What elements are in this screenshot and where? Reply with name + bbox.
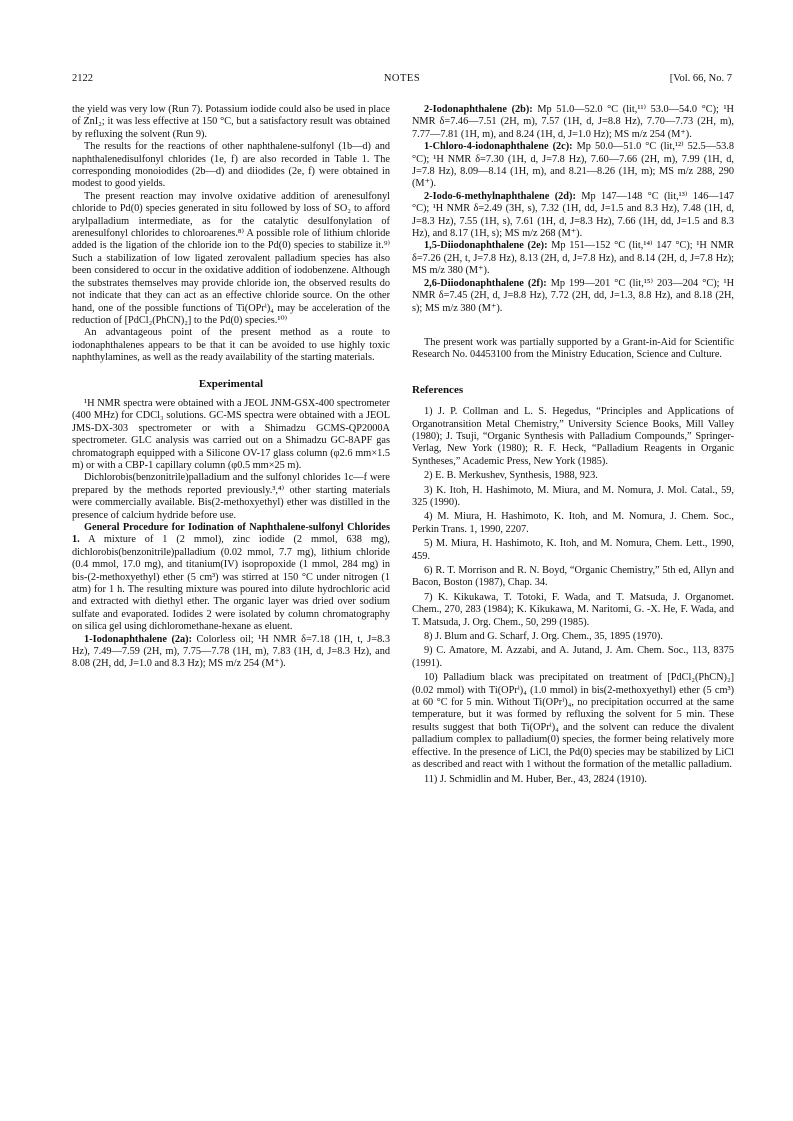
compound-2c-name: 1-Chloro-4-iodonaphthalene (2c): (424, 141, 573, 153)
paragraph-mechanism: The present reaction may involve oxidative addition of arenesulfonyl chloride to Pd(0) species generated in situ followed by loss of SO₂ to afford arylpalladium intermediate, as for the catalytic desulfonylation of arenesulfonyl chlorides to chloroarenes.⁸⁾ A possible role of lithium chloride added is the ligation of the chloride ion to the Pd(0) species to stabilize it.⁹⁾ Such a stabilization of low ligated zerovalent palladium species has also been considered to occur in the oxidative addition of iodobenzene. Although the substrates themselves may provide chloride ion, the observed results do not indicate that they can act as an effective chloride source. On the other hand, one of the possible functions of Ti(OPrⁱ)₄ may be acceleration of the reduction of [PdCl₂(PhCN)₂] to the Pd(0) species.¹⁰⁾ (72, 190, 390, 326)
compound-2b-name: 2-Iodonaphthalene (2b): (424, 104, 533, 115)
compound-2e (412, 240, 734, 277)
page-number: 2122 (72, 73, 93, 84)
compound-2b (412, 104, 734, 141)
compound-2f (412, 278, 734, 315)
acknowledgment: The present work was partially supported by a Grant-in-Aid for Scientific Research No. 04453100 from the Ministry Education, Science and Culture. (412, 336, 734, 361)
compound-2d-data: Mp 147—148 °C (lit,¹³⁾ 146—147 °C); ¹H NMR δ=2.49 (3H, s), 7.32 (1H, dd, J=1.5 and 8.3 Hz), 7.48 (1H, d, J=8.3 Hz), 7.55 (1H, s), 7.61 (1H, d, J=8.3 Hz), 7.66 (1H, dd, J=1.5 and 8.3 Hz), and 8.17 (1H, s); MS m/z 268 (M⁺). (412, 190, 734, 240)
running-header (72, 73, 732, 87)
paragraph-advantage: An advantageous point of the present method as a route to iodonaphthalenes appears to be that it can be avoided to use highly toxic naphthylamines, as well as the ready availability of the starting materials. (72, 327, 390, 364)
reference-item: 1) J. P. Collman and L. S. Hegedus, “Principles and Applications of Organotransition Metal Chemistry,” University Science Books, Mill Valley (1980); J. Tsuji, “Organic Synthesis with Palladium Compounds,” Springer-Verlag, New York (1980); R. F. Heck, “Palladium Reagents in Organic Syntheses,” Academic Press, New York (1985). (412, 406, 734, 467)
compound-2f-data: Mp 199—201 °C (lit,¹⁵⁾ 203—204 °C); ¹H NMR δ=7.45 (2H, d, J=8.8 Hz), 7.72 (2H, dd, J=1.3, 8.8 Hz), and 8.18 (2H, s); MS m/z 380 (M⁺). (412, 277, 735, 314)
reference-list (412, 406, 734, 786)
paragraph-continuation: the yield was very low (Run 7). Potassium iodide could also be used in place of ZnI₂; it was less effective at 150 °C, but a satisfactory result was obtained by refluxing the solvent (Run 9). (72, 104, 390, 140)
reference-item: 5) M. Miura, H. Hashimoto, K. Itoh, and M. Nomura, Chem. Lett., 1990, 459. (412, 538, 734, 562)
left-column (72, 104, 390, 671)
compound-2a-data: Colorless oil; ¹H NMR δ=7.18 (1H, t, J=8.3 Hz), 7.49—7.59 (2H, m), 7.75—7.78 (1H, m), 7.83 (1H, d, J=8.3 Hz), and 8.08 (2H, dd, J=1.0 and 8.3 Hz); MS m/z 254 (M⁺). (72, 633, 390, 670)
compound-2c-data: Mp 50.0—51.0 °C (lit,¹²⁾ 52.5—53.8 °C); ¹H NMR δ=7.30 (1H, d, J=7.8 Hz), 7.60—7.66 (2H, m), 7.99 (1H, d, J=7.8 Hz), 8.09—8.14 (1H, m), and 8.21—8.26 (1H, m); MS m/z 288, 290 (M⁺). (412, 141, 734, 190)
general-procedure-body: A mixture of 1 (2 mmol), zinc iodide (2 mmol, 638 mg), dichlorobis(benzonitrile)palladium (0.02 mmol, 7.7 mg), lithium chloride (0.4 mmol, 17.0 mg), and titanium(IV) isopropoxide (1 mmol, 284 mg) in bis-(2-methoxyethyl) ether (5 cm³) was stirred at 150 °C under nitrogen (1 atm) for 1 h. The resulting mixture was poured into dilute hydrochloric acid and extracted with diethyl ether. The organic layer was dried over sodium sulfate and evaporated. Iodides 2 were isolated by column chromatography on silica gel using dichloromethane-hexane as eluent. (72, 534, 390, 633)
reference-item: 6) R. T. Morrison and R. N. Boyd, “Organic Chemistry,” 5th ed, Allyn and Bacon, Boston (1987), Chap. 34. (412, 565, 734, 589)
paragraph-results: The results for the reactions of other naphthalene-sulfonyl (1b—d) and naphthalenedisulfonyl chlorides (1e, f) are also recorded in Table 1. The corresponding monoiodides (2b—d) and diiodides (2e, f) were obtained in modest to good yields. (72, 141, 390, 190)
reference-item: 8) J. Blum and G. Scharf, J. Org. Chem., 35, 1895 (1970). (424, 631, 663, 643)
compound-2a-name: 1-Iodonaphthalene (2a): (84, 633, 193, 645)
compound-2e-data: Mp 151—152 °C (lit,¹⁴⁾ 147 °C); ¹H NMR δ=7.26 (2H, t, J=7.8 Hz), 8.13 (2H, d, J=7.8 Hz), and 8.14 (2H, d, J=7.8 Hz); MS m/z 380 (M⁺). (412, 240, 735, 277)
paragraph-instruments: ¹H NMR spectra were obtained with a JEOL JNM-GSX-400 spectrometer (400 MHz) for CDCl₃ solutions. GC-MS spectra were obtained with a JEOL JMS-DX-303 spectrometer or with a Shimadzu GCMS-QP2000A spectrometer. GLC analysis was carried out on a Shimadzu GC-8APF gas chromatograph equipped with a Silicone OV-17 glass column (φ2.6 mm×1.5 m) or with a CBP-1 capillary column (φ0.5 mm×25 m). (72, 397, 390, 471)
compound-2d-name: 2-Iodo-6-methylnaphthalene (2d): (424, 190, 576, 202)
compound-2a (72, 634, 390, 671)
reference-item: 7) K. Kikukawa, T. Totoki, F. Wada, and T. Matsuda, J. Organomet. Chem., 270, 283 (1984); K. Kikukawa, M. Naritomi, G. -X. He, F. Wada, and T. Matsuda, J. Org. Chem., 50, 299 (1985). (412, 591, 734, 628)
compound-2c (412, 141, 734, 191)
right-column (412, 104, 734, 788)
journal-volume: [Vol. 66, No. 7 (669, 73, 732, 84)
compound-2d (412, 191, 734, 241)
reference-item: 2) E. B. Merkushev, Synthesis, 1988, 923. (424, 470, 598, 482)
reference-item: 9) C. Amatore, M. Azzabi, and A. Jutand, J. Am. Chem. Soc., 113, 8375 (1991). (412, 645, 734, 669)
reference-item: 3) K. Itoh, H. Hashimoto, M. Miura, and M. Nomura, J. Mol. Catal., 59, 325 (1990). (412, 484, 734, 508)
paragraph-materials: Dichlorobis(benzonitrile)palladium and the sulfonyl chlorides 1c—f were prepared by the methods reported previously.³,⁴⁾ other starting materials were commercially available. Bis(2-methoxyethyl) ether was distilled in the presence of calcium hydride before use. (72, 472, 390, 521)
references-heading: References (412, 383, 464, 396)
reference-item: 10) Palladium black was precipitated on treatment of [PdCl₂(PhCN)₂] (0.02 mmol) with Ti(OPrⁱ)₄ (1.0 mmol) in bis(2-methoxyethyl) ether (5 cm³) at 60 °C for 5 min. Without Ti(OPrⁱ)₄, no precipitation occurred at the same temperature, but it was formed by refluxing the solvent for 5 min. These results suggest that both Ti(OPrⁱ)₄ and the solvent can reduce the divalent palladium complex to palladium(0) species, the former being relatively more effective. In the presence of LiCl, the Pd(0) species may be stabilized by LiCl as described and react with 1 without the formation of the metallic palladium. (412, 672, 734, 771)
reference-item: 4) M. Miura, H. Hashimoto, K. Itoh, and M. Nomura, J. Chem. Soc., Perkin Trans. 1, 1990, 2207. (412, 511, 734, 535)
experimental-heading: Experimental (198, 377, 264, 390)
compound-2b-data: Mp 51.0—52.0 °C (lit,¹¹⁾ 53.0—54.0 °C); ¹H NMR δ=7.46—7.51 (2H, m), 7.57 (1H, d, J=8.8 Hz), 7.70—7.73 (2H, m), 7.77—7.81 (1H, m), and 8.24 (1H, d, J=1.0 Hz); MS m/z 254 (M⁺). (412, 104, 734, 140)
reference-item: 11) J. Schmidlin and M. Huber, Ber., 43, 2824 (1910). (424, 773, 647, 785)
section-label: NOTES (383, 73, 421, 84)
compound-2f-name: 2,6-Diiodonaphthalene (2f): (424, 277, 547, 289)
general-procedure (72, 522, 390, 634)
general-procedure-title: General Procedure for Iodination of Naphthalene-sulfonyl Chlorides 1. (72, 522, 390, 546)
compound-2e-name: 1,5-Diiodonaphthalene (2e): (424, 240, 548, 252)
